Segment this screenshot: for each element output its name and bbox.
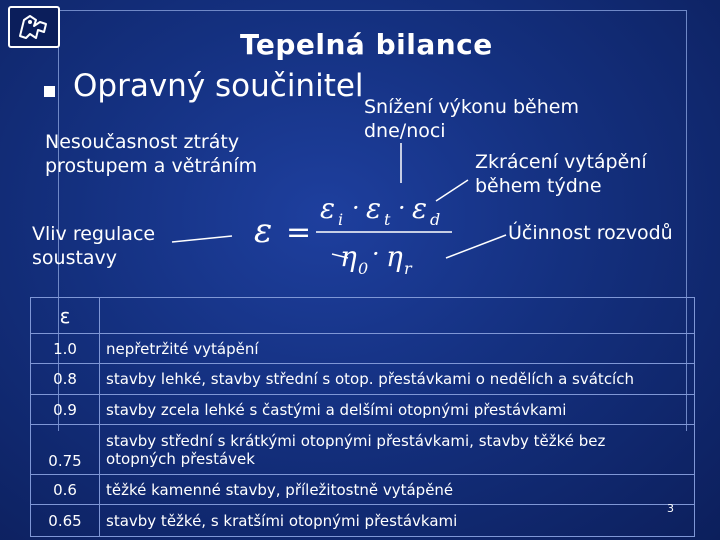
table-desc: stavby lehké, stavby střední s otop. přestávkami o nedělích a svátcích — [100, 364, 695, 395]
formula-num-sub-i: i — [338, 210, 344, 229]
table-value: 1.0 — [31, 334, 100, 364]
formula-svg — [248, 190, 468, 280]
label-line: Snížení výkonu během — [364, 96, 579, 118]
formula-den-eta-0: η — [340, 240, 357, 273]
label-line: soustavy — [32, 247, 118, 269]
table-value: 0.6 — [31, 475, 100, 505]
table-value: 0.8 — [31, 364, 100, 395]
formula-num-dot: · — [352, 194, 360, 222]
table-desc-line: stavby střední s krátkými otopnými přestávkami, stavby těžké bez — [106, 431, 606, 450]
label-line: během týdne — [475, 175, 602, 197]
table-value: 0.9 — [31, 395, 100, 425]
formula-num-eps-d: ε — [412, 192, 428, 225]
page-number: 3 — [667, 502, 674, 515]
table-row — [31, 395, 695, 425]
table-desc: stavby zcela lehké s častými a delšími otopnými přestávkami — [100, 395, 695, 425]
slide-title: Tepelná bilance — [240, 28, 493, 61]
formula-eq: = — [286, 215, 312, 250]
formula-den-eta-r: η — [386, 240, 403, 273]
table-desc: stavby těžké, s kratšími otopnými přestávkami — [100, 505, 695, 537]
label-line: Vliv regulace — [32, 223, 156, 245]
table-row — [31, 505, 695, 537]
formula-num-eps-i: ε — [320, 192, 336, 225]
formula — [248, 190, 468, 280]
table-value: 0.65 — [31, 505, 100, 537]
main-heading: Opravný součinitel — [73, 68, 364, 104]
formula-num-eps-t: ε — [366, 192, 382, 225]
table-row — [31, 364, 695, 395]
formula-num-sub-t: t — [384, 210, 391, 229]
table-header-desc — [100, 298, 695, 334]
formula-den-sub-r: r — [404, 259, 412, 278]
formula-den-dot: · — [372, 240, 380, 268]
formula-lhs: ε — [254, 211, 273, 251]
formula-num-dot2: · — [398, 194, 406, 222]
table-header-cell: ε — [31, 298, 100, 334]
formula-den-sub-0: 0 — [358, 259, 369, 278]
label-line: Zkrácení vytápění — [475, 151, 647, 173]
label-line: prostupem a větráním — [45, 155, 258, 177]
label-line: Nesoučasnost ztráty — [45, 131, 240, 153]
epsilon-table — [30, 297, 695, 537]
table-desc — [100, 425, 695, 475]
table-value: 0.75 — [31, 425, 100, 475]
table-desc: těžké kamenné stavby, příležitostně vytápěné — [100, 475, 695, 505]
table-header-row — [31, 298, 695, 334]
arrow-regulace — [172, 236, 232, 242]
label-line: Účinnost rozvodů — [508, 222, 673, 244]
table-row — [31, 425, 695, 475]
label-line: dne/noci — [364, 120, 446, 142]
table-desc-line: otopných přestávek — [106, 449, 255, 468]
table-row — [31, 334, 695, 364]
formula-num-sub-d: d — [430, 210, 441, 229]
table-desc: nepřetržité vytápění — [100, 334, 695, 364]
table-row — [31, 475, 695, 505]
